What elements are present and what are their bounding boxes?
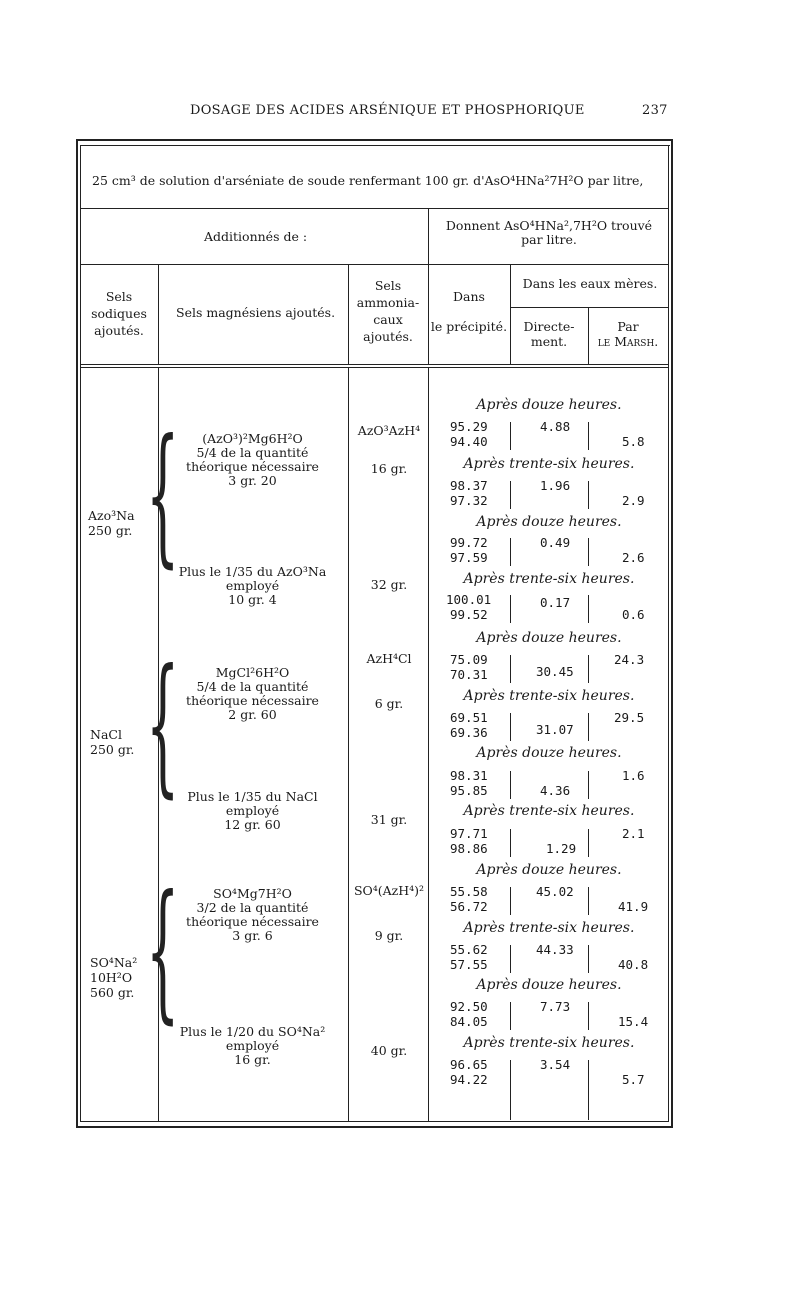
mg-salt-line: Plus le 1/35 du NaCl bbox=[187, 789, 318, 804]
mg-salt-block bbox=[160, 666, 345, 722]
header-eaux-meres: Dans les eaux mères. bbox=[522, 276, 658, 291]
marsh-value: 41.9 bbox=[618, 899, 649, 914]
mg-salt-line: 2 gr. 60 bbox=[228, 707, 277, 722]
period-label: Après douze heures. bbox=[476, 630, 622, 646]
precipite-value: 70.31 bbox=[450, 667, 488, 682]
header-par-marsh-l2: le Marsh. bbox=[597, 334, 659, 349]
precipite-value: 95.29 bbox=[450, 419, 488, 434]
brace-sodium-3: { bbox=[146, 864, 180, 1038]
header-ammo-l2: ammonia- bbox=[356, 295, 420, 310]
header-sels-sodiques-l3: ajoutés. bbox=[94, 323, 144, 338]
mg-salt-line: 12 gr. 60 bbox=[224, 817, 281, 832]
period-label: Après douze heures. bbox=[476, 514, 622, 530]
mg-salt-line: théorique nécessaire bbox=[186, 914, 319, 929]
sodium-salt-name: SO⁴Na² bbox=[90, 955, 138, 970]
precipite-value: 55.58 bbox=[450, 884, 488, 899]
direct-value: 3.54 bbox=[540, 1057, 571, 1072]
period-label: Après douze heures. bbox=[476, 977, 622, 993]
mg-salt-line: SO⁴Mg7H²O bbox=[213, 886, 292, 901]
mg-salt-line: (AzO³)²Mg6H²O bbox=[202, 431, 303, 446]
direct-value: 4.88 bbox=[540, 419, 571, 434]
brace-sodium-2: { bbox=[146, 638, 180, 812]
header-par-marsh bbox=[588, 319, 668, 349]
ammonium-salt-amount: 40 gr. bbox=[370, 1043, 408, 1058]
direct-value: 0.17 bbox=[540, 595, 571, 610]
precipite-value: 97.71 bbox=[450, 826, 488, 841]
precipite-value: 98.31 bbox=[450, 768, 488, 783]
marsh-value: 5.7 bbox=[622, 1072, 645, 1087]
ammonium-salt-name: SO⁴(AzH⁴)² bbox=[353, 883, 425, 898]
ammonium-salt-name: AzH⁴Cl bbox=[366, 651, 412, 666]
header-directement-l2: ment. bbox=[530, 334, 568, 349]
header-sels-sodiques bbox=[80, 288, 158, 339]
ammonium-salt-amount: 9 gr. bbox=[374, 928, 404, 943]
precipite-value: 97.32 bbox=[450, 493, 488, 508]
sodium-salt-hydrate: 10H²O bbox=[90, 970, 133, 985]
mg-salt-line: Plus le 1/20 du SO⁴Na² bbox=[179, 1024, 326, 1039]
mg-salt-line: Plus le 1/35 du AzO³Na bbox=[178, 564, 327, 579]
brace-sodium-1: { bbox=[146, 408, 180, 582]
precipite-value: 75.09 bbox=[450, 652, 488, 667]
mg-salt-line: 10 gr. 4 bbox=[228, 592, 277, 607]
direct-value: 45.02 bbox=[536, 884, 574, 899]
period-label: Après trente-six heures. bbox=[463, 1035, 635, 1051]
mg-salt-line: employé bbox=[225, 1038, 280, 1053]
mg-salt-line: théorique nécessaire bbox=[186, 459, 319, 474]
header-donnent-line1: Donnent AsO⁴HNa²,7H²O trouvé bbox=[445, 218, 653, 233]
header-dans: Dans bbox=[453, 289, 485, 304]
mg-salt-line: 3/2 de la quantité bbox=[196, 900, 309, 915]
direct-value: 4.36 bbox=[540, 783, 571, 798]
marsh-value: 0.6 bbox=[622, 607, 645, 622]
mg-salt-line: MgCl²6H²O bbox=[215, 665, 290, 680]
marsh-value: 40.8 bbox=[618, 957, 649, 972]
period-label: Après douze heures. bbox=[476, 745, 622, 761]
marsh-value: 2.1 bbox=[622, 826, 645, 841]
precipite-value: 100.01 bbox=[446, 592, 492, 607]
sodium-salt-so4na2 bbox=[90, 955, 137, 1000]
header-additionnes: Additionnés de : bbox=[204, 229, 308, 244]
mg-salt-line: employé bbox=[225, 803, 280, 818]
mg-salt-line: 3 gr. 6 bbox=[232, 928, 273, 943]
mg-salt-block bbox=[160, 565, 345, 607]
sodium-salt-nacl bbox=[90, 727, 134, 757]
header-sels-sodiques-l1: Sels bbox=[105, 289, 133, 304]
table-caption: 25 cm³ de solution d'arséniate de soude renfermant 100 gr. d'AsO⁴HNa²7H²O par litre, bbox=[92, 173, 644, 188]
header-sels-magnesiens: Sels magnésiens ajoutés. bbox=[176, 305, 336, 320]
mg-salt-line: 5/4 de la quantité bbox=[196, 679, 309, 694]
mg-salt-block bbox=[160, 432, 345, 488]
period-label: Après trente-six heures. bbox=[463, 688, 635, 704]
mg-salt-block bbox=[160, 790, 345, 832]
precipite-value: 92.50 bbox=[450, 999, 488, 1014]
precipite-value: 95.85 bbox=[450, 783, 488, 798]
direct-value: 7.73 bbox=[540, 999, 571, 1014]
precipite-value: 99.52 bbox=[450, 607, 488, 622]
ammonium-salt-amount: 31 gr. bbox=[370, 812, 408, 827]
mg-salt-line: employé bbox=[225, 578, 280, 593]
precipite-value: 56.72 bbox=[450, 899, 488, 914]
precipite-value: 84.05 bbox=[450, 1014, 488, 1029]
mg-salt-block bbox=[160, 887, 345, 943]
marsh-value: 5.8 bbox=[622, 434, 645, 449]
direct-value: 31.07 bbox=[536, 722, 574, 737]
sodium-salt-amount: 250 gr. bbox=[90, 742, 135, 757]
period-label: Après trente-six heures. bbox=[463, 803, 635, 819]
header-donnent bbox=[430, 219, 668, 247]
precipite-value: 94.22 bbox=[450, 1072, 488, 1087]
marsh-value: 24.3 bbox=[614, 652, 645, 667]
mg-salt-block bbox=[160, 1025, 345, 1067]
sodium-salt-amount: 560 gr. bbox=[90, 985, 135, 1000]
header-directement bbox=[510, 319, 588, 349]
marsh-value: 2.6 bbox=[622, 550, 645, 565]
direct-value: 30.45 bbox=[536, 664, 574, 679]
marsh-value: 29.5 bbox=[614, 710, 645, 725]
mg-salt-line: 3 gr. 20 bbox=[228, 473, 277, 488]
precipite-value: 98.37 bbox=[450, 478, 488, 493]
ammonium-salt-amount: 16 gr. bbox=[370, 461, 408, 476]
precipite-value: 98.86 bbox=[450, 841, 488, 856]
header-directement-l1: Directe- bbox=[523, 319, 575, 334]
sodium-salt-name: NaCl bbox=[90, 727, 122, 742]
precipite-value: 69.36 bbox=[450, 725, 488, 740]
direct-value: 44.33 bbox=[536, 942, 574, 957]
period-label: Après trente-six heures. bbox=[463, 571, 635, 587]
period-label: Après douze heures. bbox=[476, 862, 622, 878]
sodium-salt-azo3na bbox=[88, 508, 135, 538]
ammonium-salt-name: AzO³AzH⁴ bbox=[357, 423, 421, 438]
marsh-value: 1.6 bbox=[622, 768, 645, 783]
running-head: DOSAGE DES ACIDES ARSÉNIQUE ET PHOSPHORIQUE bbox=[190, 103, 585, 118]
marsh-value: 15.4 bbox=[618, 1014, 649, 1029]
sodium-salt-amount: 250 gr. bbox=[88, 523, 133, 538]
precipite-value: 55.62 bbox=[450, 942, 488, 957]
header-ammo-l3: caux bbox=[373, 312, 403, 327]
direct-value: 0.49 bbox=[540, 535, 571, 550]
direct-value: 1.29 bbox=[546, 841, 577, 856]
header-le-precipite: le précipité. bbox=[430, 319, 508, 334]
mg-salt-line: théorique nécessaire bbox=[186, 693, 319, 708]
sodium-salt-name: Azo³Na bbox=[88, 508, 135, 523]
period-label: Après trente-six heures. bbox=[463, 456, 635, 472]
precipite-value: 99.72 bbox=[450, 535, 488, 550]
header-par-marsh-l1: Par bbox=[617, 319, 639, 334]
header-ammo-l1: Sels bbox=[374, 278, 402, 293]
precipite-value: 69.51 bbox=[450, 710, 488, 725]
mg-salt-line: 16 gr. bbox=[234, 1052, 271, 1067]
ammonium-salt-amount: 32 gr. bbox=[370, 577, 408, 592]
header-ammo-l4: ajoutés. bbox=[363, 329, 413, 344]
precipite-value: 96.65 bbox=[450, 1057, 488, 1072]
period-label: Après douze heures. bbox=[476, 397, 622, 413]
header-donnent-line2: par litre. bbox=[521, 232, 577, 247]
page-number: 237 bbox=[642, 103, 668, 118]
precipite-value: 57.55 bbox=[450, 957, 488, 972]
precipite-value: 97.59 bbox=[450, 550, 488, 565]
header-sels-sodiques-l2: sodiques bbox=[91, 306, 147, 321]
direct-value: 1.96 bbox=[540, 478, 571, 493]
period-label: Après trente-six heures. bbox=[463, 920, 635, 936]
precipite-value: 94.40 bbox=[450, 434, 488, 449]
header-sels-ammoniacaux bbox=[348, 277, 428, 345]
ammonium-salt-amount: 6 gr. bbox=[374, 696, 404, 711]
marsh-value: 2.9 bbox=[622, 493, 645, 508]
mg-salt-line: 5/4 de la quantité bbox=[196, 445, 309, 460]
